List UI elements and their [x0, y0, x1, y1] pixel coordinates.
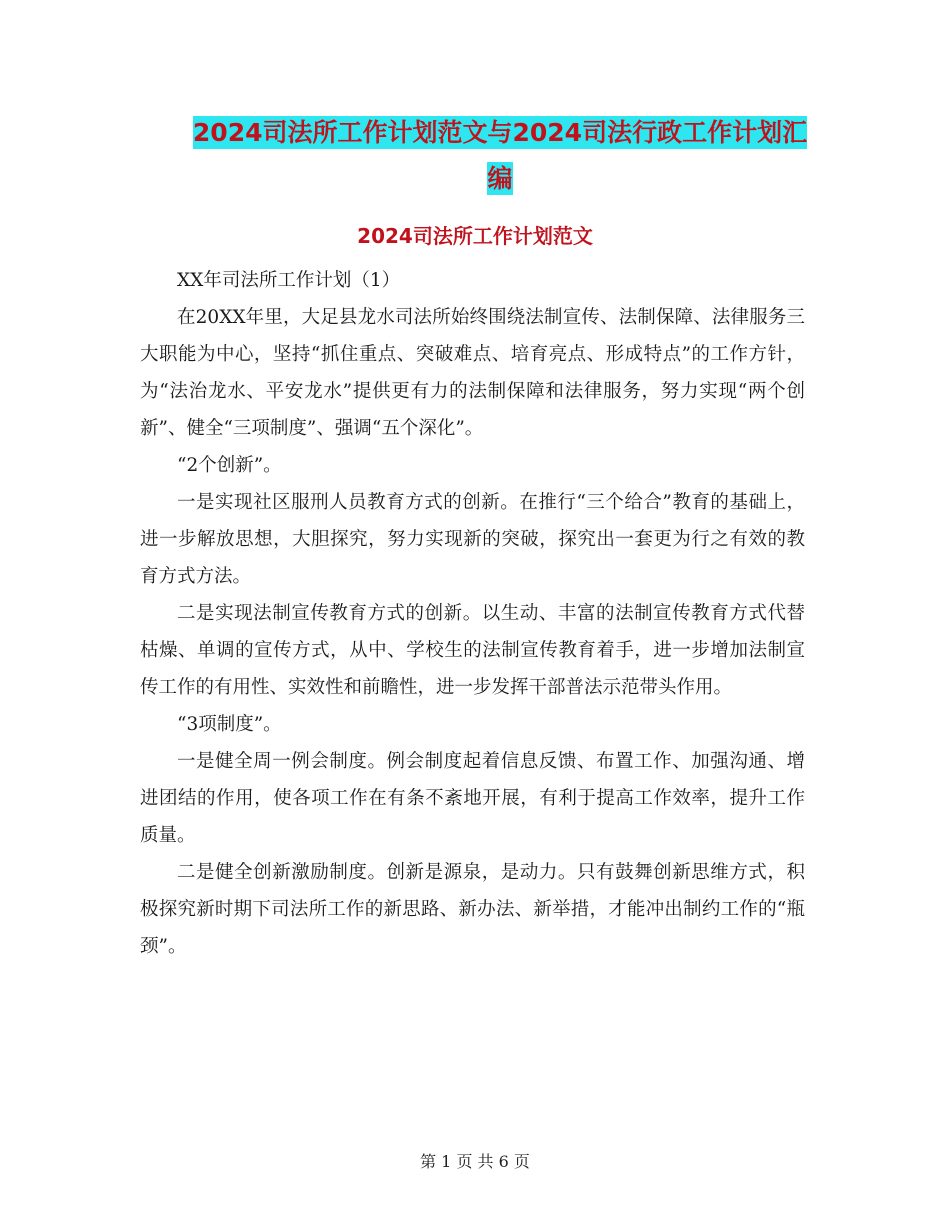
paragraph: “3项制度”。 [177, 714, 282, 735]
title-line-2: 编 [487, 164, 513, 193]
section-title: 2024司法所工作计划范文 [357, 224, 593, 248]
paragraph: 在20XX年里，大足县龙水司法所始终围绕法制宣传、法制保障、法律服务三大职能为中心，坚持“抓住重点、突破难点、培育亮点、形成特点”的工作方针，为“法治龙水、平安龙水”提供更有力的法制保障和法律服务，努力实现“两个创新”、健全“三项制度”、强调“五个深化”。 [140, 307, 805, 439]
paragraph: 二是实现法制宣传教育方式的创新。以生动、丰富的法制宣传教育方式代替枯燥、单调的宣传方式，从中、学校生的法制宣传教育着手，进一步增加法制宣传工作的有用性、实效性和前瞻性，进一步发挥干部普法示范带头作用。 [140, 603, 805, 698]
paragraph: 二是健全创新激励制度。创新是源泉，是动力。只有鼓舞创新思维方式，积极探究新时期下司法所工作的新思路、新办法、新举措，才能冲出制约工作的“瓶颈”。 [140, 862, 805, 957]
paragraph: 一是实现社区服刑人员教育方式的创新。在推行“三个给合”教育的基础上，进一步解放思想，大胆探究，努力实现新的突破，探究出一套更为行之有效的教育方式方法。 [140, 492, 805, 587]
document-body [140, 262, 805, 965]
paragraph: “2个创新”。 [177, 455, 282, 476]
document-title [140, 110, 860, 202]
paragraph: XX年司法所工作计划（1） [177, 270, 401, 291]
paragraph: 一是健全周一例会制度。例会制度起着信息反馈、布置工作、加强沟通、增进团结的作用，使各项工作在有条不紊地开展，有利于提高工作效率，提升工作质量。 [140, 751, 805, 846]
page-footer: 第 1 页 共 6 页 [420, 1152, 530, 1171]
title-line-1: 2024司法所工作计划范文与2024司法行政工作计划汇 [192, 118, 808, 147]
